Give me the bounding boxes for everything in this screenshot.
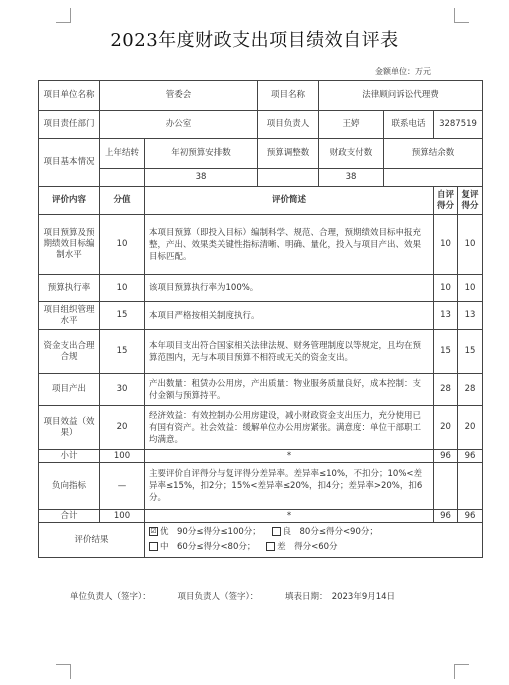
crop-mark-top-left (56, 8, 71, 23)
project-unit-value: 管委会 (100, 81, 258, 111)
row-brief: 本年项目支出符合国家相关法律法规、财务管理制度以等规定，且均在预算范围内，无与本项目预算不相符或无关的资金支出。 (145, 330, 434, 374)
row-content: 预算执行率 (39, 275, 100, 302)
project-name-value: 法律顾问诉讼代理费 (319, 81, 483, 111)
row-recheck: 15 (458, 330, 483, 374)
info-row-budget-headers (39, 139, 483, 169)
header-score: 分值 (100, 187, 145, 215)
manager-value: 王婷 (319, 111, 384, 139)
row-brief: 经济效益：有效控制办公用房建设，减小财政资金支出压力，充分使用已有国有资产。社会效益：缓解单位办公用房紧张。满意度：单位干部职工均满意。 (145, 406, 434, 450)
project-head-signature: 项目负责人（签字）： (177, 592, 259, 602)
total-recheck: 96 (458, 510, 483, 523)
row-recheck: 13 (458, 302, 483, 330)
result-row (39, 523, 483, 558)
payment-value: 38 (319, 169, 384, 187)
project-name-label: 项目名称 (258, 81, 319, 111)
fill-date: 填表日期： 2023年9月14日 (284, 592, 396, 602)
total-star: * (145, 510, 434, 523)
result-option-poor[interactable] (266, 540, 337, 555)
row-score: 20 (100, 406, 145, 450)
table-row (39, 215, 483, 275)
result-option-text: 良 80分≤得分<90分； (282, 527, 378, 537)
row-self: 20 (434, 406, 458, 450)
subtotal-self: 96 (434, 450, 458, 463)
info-row-dept (39, 111, 483, 139)
project-unit-label: 项目单位名称 (39, 81, 100, 111)
result-option-excellent[interactable] (149, 525, 261, 540)
negative-score: — (100, 463, 145, 510)
row-self: 10 (434, 215, 458, 275)
negative-self (434, 463, 458, 510)
result-option-text: 差 得分<60分 (277, 542, 338, 552)
adjust-value (258, 169, 319, 187)
result-label: 评价结果 (39, 523, 145, 558)
subtotal-score: 100 (100, 450, 145, 463)
row-score: 15 (100, 330, 145, 374)
result-option-text: 优 90分≤得分≤100分； (160, 527, 261, 537)
result-options (145, 523, 483, 558)
row-recheck: 10 (458, 275, 483, 302)
row-brief: 该项目预算执行率为100%。 (145, 275, 434, 302)
row-content: 项目组织管理水平 (39, 302, 100, 330)
basic-info-label: 项目基本情况 (39, 139, 100, 187)
row-recheck: 28 (458, 374, 483, 406)
carryover-label: 上年结转 (100, 139, 145, 169)
negative-recheck (458, 463, 483, 510)
header-recheck: 复评得分 (458, 187, 483, 215)
crop-mark-top-right (454, 8, 469, 23)
crop-mark-bottom-left (56, 664, 71, 679)
negative-indicator-row (39, 463, 483, 510)
header-brief: 评价简述 (145, 187, 434, 215)
subtotal-star: * (145, 450, 434, 463)
result-option-good[interactable] (272, 525, 378, 540)
row-self: 15 (434, 330, 458, 374)
info-row-unit (39, 81, 483, 111)
initial-budget-label: 年初预算安排数 (145, 139, 258, 169)
crop-mark-bottom-right (454, 664, 469, 679)
amount-unit-label: 金额单位：万元 (375, 67, 431, 76)
balance-label: 预算结余数 (384, 139, 483, 169)
dept-value: 办公室 (100, 111, 258, 139)
evaluation-table (38, 80, 483, 558)
negative-brief: 主要评价自评得分与复评得分差异率。差异率≤10%，不扣分；10%<差异率≤15%，扣2分；15%<差异率≤20%，扣4分；差异率>20%，扣6分。 (145, 463, 434, 510)
row-content: 项目产出 (39, 374, 100, 406)
signature-footer (70, 590, 419, 602)
checkbox-icon[interactable] (272, 527, 281, 536)
row-recheck: 10 (458, 215, 483, 275)
result-option-text: 中 60分≤得分<80分； (160, 542, 256, 552)
adjust-label: 预算调整数 (258, 139, 319, 169)
checkbox-icon[interactable] (266, 542, 275, 551)
row-score: 10 (100, 275, 145, 302)
row-content: 项目预算及预期绩效目标编制水平 (39, 215, 100, 275)
row-brief: 本项目严格按相关制度执行。 (145, 302, 434, 330)
balance-value (384, 169, 483, 187)
subtotal-recheck: 96 (458, 450, 483, 463)
row-content: 项目效益（效果） (39, 406, 100, 450)
row-content: 资金支出合理合规 (39, 330, 100, 374)
info-row-budget-values (39, 169, 483, 187)
total-label: 合计 (39, 510, 100, 523)
manager-label: 项目负责人 (258, 111, 319, 139)
total-score: 100 (100, 510, 145, 523)
table-row (39, 330, 483, 374)
row-brief: 本项目预算（即投入目标）编制科学、规范、合理，预期绩效目标申报充整，产出、效果类关键性指标清晰、明确、量化，投入与项目产出、效果目标匹配。 (145, 215, 434, 275)
phone-value: 3287519 (434, 111, 483, 139)
carryover-value (100, 169, 145, 187)
subtotal-row (39, 450, 483, 463)
checkbox-checked-icon[interactable]: ☑ (150, 527, 157, 535)
header-self: 自评得分 (434, 187, 458, 215)
page-title: 2023年度财政支出项目绩效自评表 (110, 30, 399, 51)
negative-label: 负向指标 (39, 463, 100, 510)
subtotal-label: 小计 (39, 450, 100, 463)
unit-head-signature: 单位负责人（签字）： (70, 592, 151, 602)
phone-label: 联系电话 (384, 111, 434, 139)
total-row (39, 510, 483, 523)
row-self: 13 (434, 302, 458, 330)
payment-label: 财政支付数 (319, 139, 384, 169)
row-score: 15 (100, 302, 145, 330)
row-self: 28 (434, 374, 458, 406)
table-row (39, 302, 483, 330)
table-row (39, 275, 483, 302)
initial-budget-value: 38 (145, 169, 258, 187)
row-score: 30 (100, 374, 145, 406)
dept-label: 项目责任部门 (39, 111, 100, 139)
result-option-average[interactable] (149, 540, 255, 555)
table-row (39, 406, 483, 450)
score-header-row (39, 187, 483, 215)
row-score: 10 (100, 215, 145, 275)
row-self: 10 (434, 275, 458, 302)
row-recheck: 20 (458, 406, 483, 450)
row-brief: 产出数量：租赁办公用房，产出质量：物业服务质量良好，成本控制：支付金额与预算持平。 (145, 374, 434, 406)
table-row (39, 374, 483, 406)
header-content: 评价内容 (39, 187, 100, 215)
checkbox-icon[interactable] (149, 542, 158, 551)
total-self: 96 (434, 510, 458, 523)
